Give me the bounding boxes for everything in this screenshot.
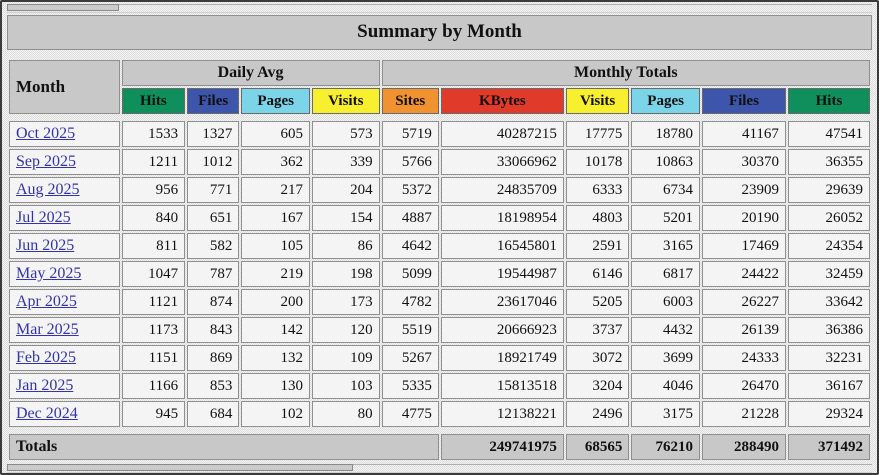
table-cell: 173 bbox=[312, 289, 380, 315]
table-cell: 651 bbox=[187, 205, 239, 231]
table-row bbox=[9, 177, 870, 203]
table-cell: 47541 bbox=[788, 121, 870, 147]
column-header-row bbox=[9, 88, 870, 114]
table-cell: 36355 bbox=[788, 149, 870, 175]
column-header-daily-visits: Visits bbox=[312, 88, 380, 114]
month-cell bbox=[9, 289, 120, 315]
table-cell: 17775 bbox=[566, 121, 630, 147]
table-cell: 80 bbox=[312, 401, 380, 427]
table-cell: 29639 bbox=[788, 177, 870, 203]
table-cell: 167 bbox=[241, 205, 310, 231]
table-cell: 1533 bbox=[122, 121, 186, 147]
table-cell: 843 bbox=[187, 317, 239, 343]
table-cell: 10178 bbox=[566, 149, 630, 175]
month-cell bbox=[9, 121, 120, 147]
group-header-row bbox=[9, 60, 870, 86]
table-cell: 4782 bbox=[382, 289, 439, 315]
month-link[interactable]: Apr 2025 bbox=[16, 293, 77, 310]
table-cell: 1012 bbox=[187, 149, 239, 175]
month-cell bbox=[9, 261, 120, 287]
column-header-monthly-pages: Pages bbox=[631, 88, 700, 114]
table-cell: 204 bbox=[312, 177, 380, 203]
table-cell: 1151 bbox=[122, 345, 186, 371]
table-cell: 3165 bbox=[631, 233, 700, 259]
table-cell: 30370 bbox=[702, 149, 786, 175]
table-cell: 86 bbox=[312, 233, 380, 259]
table-cell: 4046 bbox=[631, 373, 700, 399]
table-cell: 573 bbox=[312, 121, 380, 147]
table-cell: 3204 bbox=[566, 373, 630, 399]
column-group-daily-avg: Daily Avg bbox=[122, 60, 380, 86]
table-cell: 6146 bbox=[566, 261, 630, 287]
table-row bbox=[9, 149, 870, 175]
table-cell: 6333 bbox=[566, 177, 630, 203]
table-cell: 18780 bbox=[631, 121, 700, 147]
table-cell: 362 bbox=[241, 149, 310, 175]
totals-cell: 371492 bbox=[788, 434, 870, 460]
table-row bbox=[9, 289, 870, 315]
table-cell: 1327 bbox=[187, 121, 239, 147]
table-cell: 869 bbox=[187, 345, 239, 371]
table-cell: 1166 bbox=[122, 373, 186, 399]
table-cell: 26227 bbox=[702, 289, 786, 315]
table-cell: 1211 bbox=[122, 149, 186, 175]
table-row bbox=[9, 205, 870, 231]
table-cell: 19544987 bbox=[441, 261, 564, 287]
table-cell: 4803 bbox=[566, 205, 630, 231]
table-cell: 4775 bbox=[382, 401, 439, 427]
table-cell: 103 bbox=[312, 373, 380, 399]
table-cell: 17469 bbox=[702, 233, 786, 259]
table-row bbox=[9, 345, 870, 371]
table-cell: 5205 bbox=[566, 289, 630, 315]
table-cell: 5201 bbox=[631, 205, 700, 231]
column-header-daily-files: Files bbox=[187, 88, 239, 114]
month-cell bbox=[9, 177, 120, 203]
column-header-monthly-files: Files bbox=[702, 88, 786, 114]
table-cell: 26052 bbox=[788, 205, 870, 231]
month-link[interactable]: Dec 2024 bbox=[16, 405, 78, 422]
table-cell: 3175 bbox=[631, 401, 700, 427]
table-cell: 18198954 bbox=[441, 205, 564, 231]
bottom-strip-segment bbox=[7, 464, 353, 471]
table-cell: 4887 bbox=[382, 205, 439, 231]
table-cell: 4642 bbox=[382, 233, 439, 259]
table-cell: 36386 bbox=[788, 317, 870, 343]
table-cell: 3737 bbox=[566, 317, 630, 343]
table-cell: 5335 bbox=[382, 373, 439, 399]
table-row bbox=[9, 373, 870, 399]
table-cell: 217 bbox=[241, 177, 310, 203]
table-cell: 198 bbox=[312, 261, 380, 287]
table-cell: 18921749 bbox=[441, 345, 564, 371]
month-cell bbox=[9, 373, 120, 399]
table-cell: 16545801 bbox=[441, 233, 564, 259]
table-cell: 219 bbox=[241, 261, 310, 287]
table-cell: 142 bbox=[241, 317, 310, 343]
table-cell: 1121 bbox=[122, 289, 186, 315]
month-link[interactable]: Feb 2025 bbox=[16, 349, 76, 366]
table-row bbox=[9, 121, 870, 147]
table-cell: 684 bbox=[187, 401, 239, 427]
totals-cell: 288490 bbox=[702, 434, 786, 460]
month-link[interactable]: Jan 2025 bbox=[16, 377, 74, 394]
table-cell: 20666923 bbox=[441, 317, 564, 343]
table-cell: 23617046 bbox=[441, 289, 564, 315]
table-cell: 5519 bbox=[382, 317, 439, 343]
totals-label: Totals bbox=[9, 434, 439, 460]
month-cell bbox=[9, 205, 120, 231]
table-cell: 605 bbox=[241, 121, 310, 147]
table-cell: 5099 bbox=[382, 261, 439, 287]
table-cell: 6003 bbox=[631, 289, 700, 315]
table-cell: 40287215 bbox=[441, 121, 564, 147]
table-cell: 1173 bbox=[122, 317, 186, 343]
month-cell bbox=[9, 401, 120, 427]
month-link[interactable]: Sep 2025 bbox=[16, 153, 76, 170]
month-cell bbox=[9, 317, 120, 343]
table-cell: 120 bbox=[312, 317, 380, 343]
top-strip-segment bbox=[7, 4, 119, 11]
month-cell bbox=[9, 149, 120, 175]
totals-cell: 68565 bbox=[566, 434, 630, 460]
month-link[interactable]: Mar 2025 bbox=[16, 321, 79, 338]
month-link[interactable]: Jun 2025 bbox=[16, 237, 75, 254]
table-cell: 3072 bbox=[566, 345, 630, 371]
column-header-monthly-sites: Sites bbox=[382, 88, 439, 114]
table-cell: 6734 bbox=[631, 177, 700, 203]
table-cell: 102 bbox=[241, 401, 310, 427]
table-cell: 2496 bbox=[566, 401, 630, 427]
column-header-daily-pages: Pages bbox=[241, 88, 310, 114]
table-cell: 29324 bbox=[788, 401, 870, 427]
table-cell: 20190 bbox=[702, 205, 786, 231]
month-link[interactable]: Aug 2025 bbox=[16, 181, 80, 198]
table-cell: 2591 bbox=[566, 233, 630, 259]
table-cell: 130 bbox=[241, 373, 310, 399]
table-cell: 32231 bbox=[788, 345, 870, 371]
table-row bbox=[9, 317, 870, 343]
column-group-monthly-totals: Monthly Totals bbox=[382, 60, 870, 86]
spacer-row bbox=[9, 429, 870, 432]
table-cell: 26139 bbox=[702, 317, 786, 343]
top-strip bbox=[7, 4, 872, 13]
table-cell: 5372 bbox=[382, 177, 439, 203]
spacer-row bbox=[9, 116, 870, 119]
table-cell: 21228 bbox=[702, 401, 786, 427]
month-link[interactable]: Jul 2025 bbox=[16, 209, 71, 226]
table-cell: 5766 bbox=[382, 149, 439, 175]
table-cell: 36167 bbox=[788, 373, 870, 399]
table-cell: 10863 bbox=[631, 149, 700, 175]
summary-by-month-table bbox=[7, 58, 872, 462]
table-cell: 6817 bbox=[631, 261, 700, 287]
table-cell: 4432 bbox=[631, 317, 700, 343]
column-header-monthly-kbytes: KBytes bbox=[441, 88, 564, 114]
totals-row bbox=[9, 434, 870, 460]
totals-cell: 76210 bbox=[631, 434, 700, 460]
totals-cell: 249741975 bbox=[441, 434, 564, 460]
table-cell: 5719 bbox=[382, 121, 439, 147]
table-cell: 339 bbox=[312, 149, 380, 175]
column-header-month: Month bbox=[9, 60, 120, 114]
table-cell: 5267 bbox=[382, 345, 439, 371]
table-row bbox=[9, 261, 870, 287]
table-cell: 200 bbox=[241, 289, 310, 315]
table-cell: 26470 bbox=[702, 373, 786, 399]
table-cell: 771 bbox=[187, 177, 239, 203]
table-cell: 956 bbox=[122, 177, 186, 203]
table-cell: 12138221 bbox=[441, 401, 564, 427]
table-cell: 24333 bbox=[702, 345, 786, 371]
table-cell: 15813518 bbox=[441, 373, 564, 399]
table-cell: 24354 bbox=[788, 233, 870, 259]
table-cell: 874 bbox=[187, 289, 239, 315]
table-cell: 1047 bbox=[122, 261, 186, 287]
table-cell: 132 bbox=[241, 345, 310, 371]
column-header-monthly-hits: Hits bbox=[788, 88, 870, 114]
month-link[interactable]: Oct 2025 bbox=[16, 125, 76, 142]
table-row bbox=[9, 401, 870, 427]
table-cell: 3699 bbox=[631, 345, 700, 371]
column-header-daily-hits: Hits bbox=[122, 88, 186, 114]
table-cell: 24422 bbox=[702, 261, 786, 287]
table-cell: 33642 bbox=[788, 289, 870, 315]
table-cell: 582 bbox=[187, 233, 239, 259]
month-cell bbox=[9, 345, 120, 371]
table-cell: 945 bbox=[122, 401, 186, 427]
month-cell bbox=[9, 233, 120, 259]
table-cell: 787 bbox=[187, 261, 239, 287]
table-cell: 32459 bbox=[788, 261, 870, 287]
page-title: Summary by Month bbox=[7, 15, 872, 50]
table-cell: 41167 bbox=[702, 121, 786, 147]
bottom-strip bbox=[7, 464, 872, 473]
table-cell: 154 bbox=[312, 205, 380, 231]
month-link[interactable]: May 2025 bbox=[16, 265, 82, 282]
table-cell: 840 bbox=[122, 205, 186, 231]
table-cell: 811 bbox=[122, 233, 186, 259]
table-row bbox=[9, 233, 870, 259]
table-cell: 24835709 bbox=[441, 177, 564, 203]
table-cell: 105 bbox=[241, 233, 310, 259]
table-cell: 853 bbox=[187, 373, 239, 399]
table-cell: 109 bbox=[312, 345, 380, 371]
table-cell: 33066962 bbox=[441, 149, 564, 175]
column-header-monthly-visits: Visits bbox=[566, 88, 630, 114]
table-cell: 23909 bbox=[702, 177, 786, 203]
